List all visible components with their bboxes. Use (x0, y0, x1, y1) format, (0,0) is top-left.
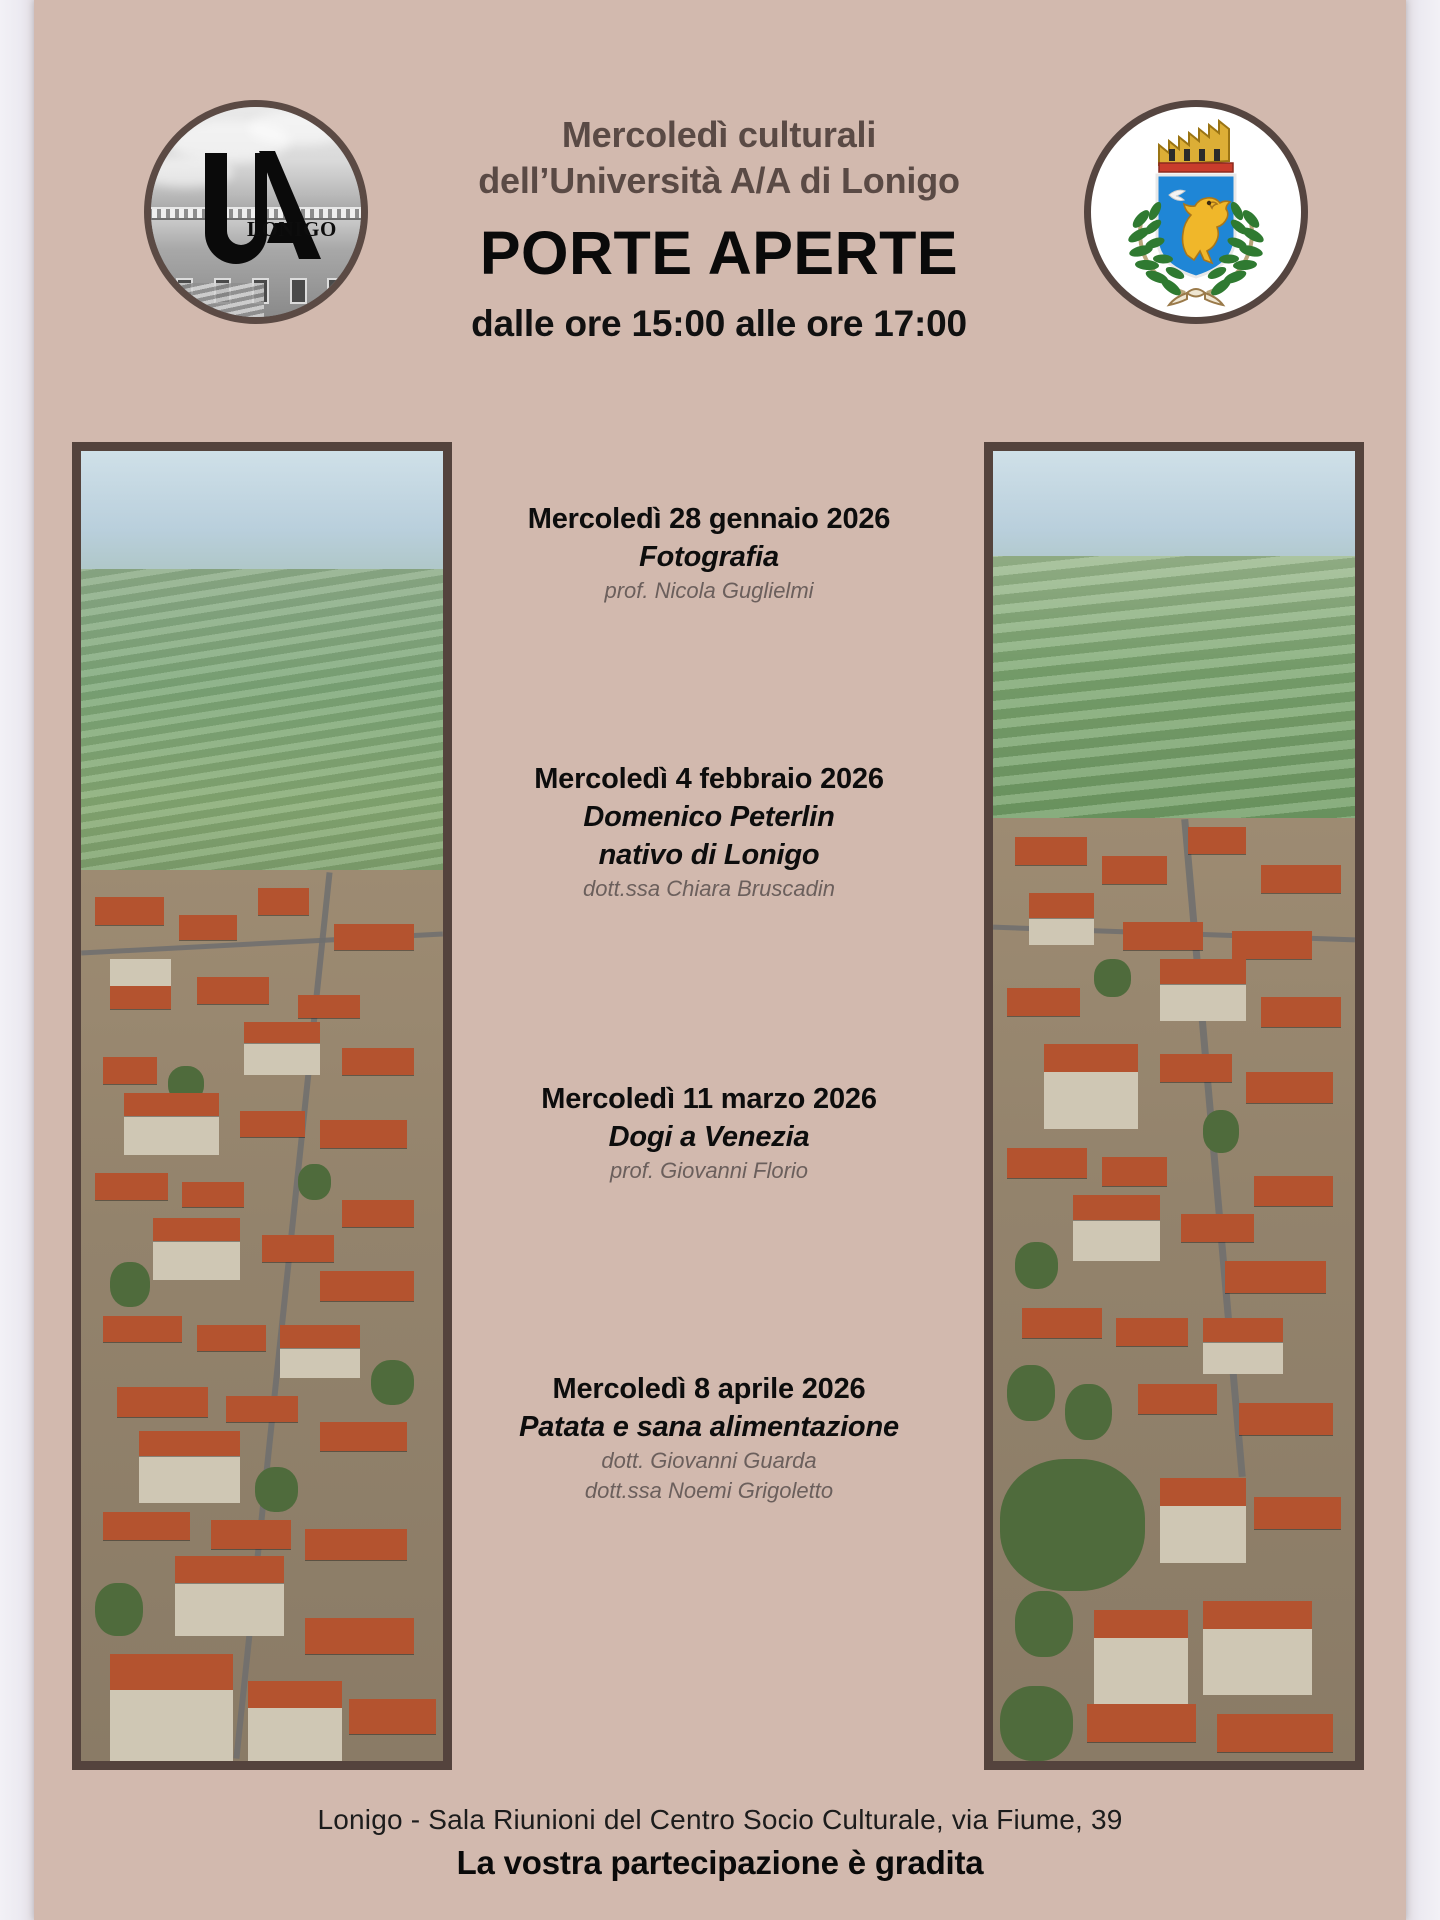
event-date: Mercoledì 28 gennaio 2026 (527, 503, 891, 535)
ua-monogram-icon (197, 147, 327, 265)
invitation-text: La vostra partecipazione è gradita (456, 1844, 984, 1881)
building-window (290, 278, 307, 304)
photo-town (993, 818, 1355, 1761)
event-item[interactable] (434, 500, 984, 606)
event-speaker: dott. Giovanni Guarda (601, 1448, 817, 1473)
event-speaker: prof. Giovanni Florio (609, 1158, 809, 1183)
event-date: Mercoledì 8 aprile 2026 (552, 1373, 866, 1405)
poster-footer (34, 1800, 1406, 1886)
header-subtitle-line1: Mercoledì culturali (561, 114, 877, 155)
event-speaker-secondary: dott.ssa Noemi Grigoletto (584, 1478, 834, 1503)
photo-town (81, 870, 443, 1761)
cloud-shape (248, 111, 353, 145)
event-speaker: dott.ssa Chiara Bruscadin (583, 876, 835, 901)
poster-title: PORTE APERTE (479, 219, 959, 287)
photo-rooftops (81, 870, 443, 1761)
poster-header (34, 92, 1406, 362)
event-item[interactable] (434, 760, 984, 904)
building-window (327, 278, 344, 304)
poster-time: dalle ore 15:00 alle ore 17:00 (471, 303, 967, 344)
header-subtitle-line2: dell’Università A/A di Lonigo (478, 160, 960, 201)
event-title-line2: nativo di Lonigo (598, 839, 820, 871)
event-title: Patata e sana alimentazione (519, 1411, 899, 1443)
photo-rooftops (993, 818, 1355, 1761)
event-date: Mercoledì 11 marzo 2026 (541, 1083, 877, 1115)
logo-wordmark: LONIGO (247, 217, 337, 241)
page-left-margin (0, 0, 34, 1920)
event-date: Mercoledì 4 febbraio 2026 (534, 763, 884, 795)
university-logo (144, 100, 368, 324)
aerial-photo-left (72, 442, 452, 1770)
event-speaker: prof. Nicola Guglielmi (604, 578, 814, 603)
page-right-margin (1406, 0, 1440, 1920)
building-staircase (164, 283, 265, 317)
event-title: Domenico Peterlin (583, 801, 835, 833)
event-title: Fotografia (639, 541, 779, 573)
event-title: Dogi a Venezia (608, 1121, 810, 1153)
header-text-block (354, 92, 1084, 348)
events-list (434, 460, 984, 1750)
event-item[interactable] (434, 1080, 984, 1186)
venue-address: Lonigo - Sala Riunioni del Centro Socio Culturale, via Fiume, 39 (317, 1804, 1123, 1835)
poster-page (34, 0, 1406, 1920)
aerial-photo-content (81, 451, 443, 1761)
event-item[interactable] (434, 1370, 984, 1506)
coat-of-arms-icon (1084, 100, 1308, 324)
photo-fields (993, 556, 1355, 844)
aerial-photo-right (984, 442, 1364, 1770)
photo-fields (81, 569, 443, 910)
aerial-photo-content (993, 451, 1355, 1761)
